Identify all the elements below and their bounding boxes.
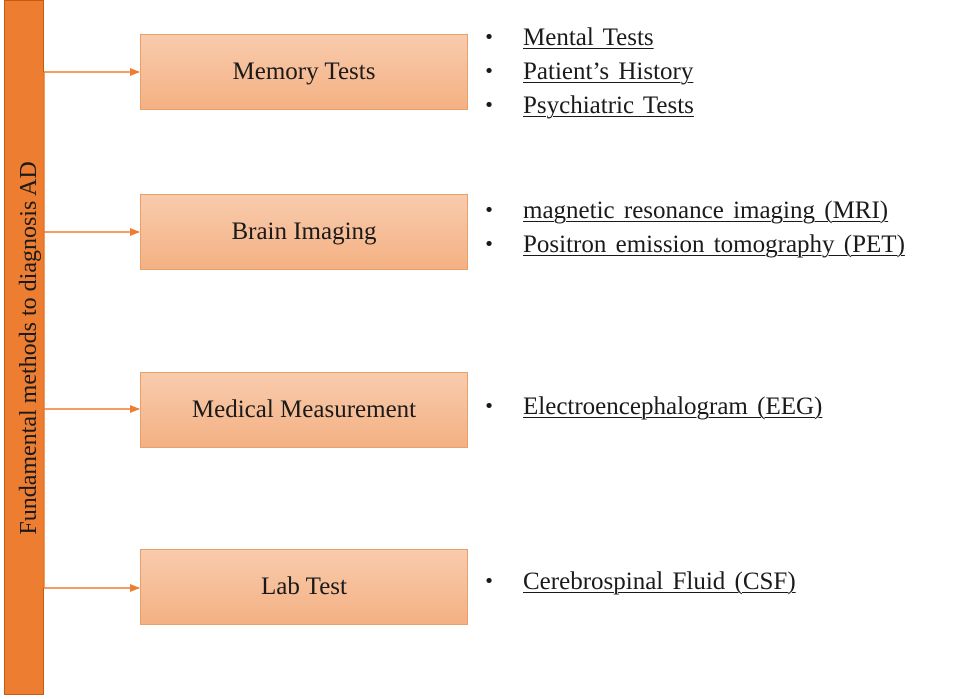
bullet-icon: • bbox=[483, 396, 495, 417]
list-item-text: magnetic resonance imaging (MRI) bbox=[523, 197, 889, 224]
category-brain-imaging bbox=[140, 194, 468, 270]
category-lab-test bbox=[140, 549, 468, 625]
list-item-text: Cerebrospinal Fluid (CSF) bbox=[523, 568, 796, 595]
bullet-icon: • bbox=[483, 27, 495, 48]
category-label: Memory Tests bbox=[232, 58, 376, 85]
category-label: Medical Measurement bbox=[191, 396, 417, 423]
bullet-icon: • bbox=[483, 61, 495, 82]
category-memory-tests bbox=[140, 34, 468, 110]
root-label: Fundamental methods to diagnosis AD bbox=[15, 161, 42, 535]
category-label: Brain Imaging bbox=[231, 218, 377, 245]
list-item-text: Positron emission tomography (PET) bbox=[523, 231, 905, 258]
bullet-icon: • bbox=[483, 95, 495, 116]
list-item-text: Patient’s History bbox=[523, 58, 694, 85]
bullet-icon: • bbox=[483, 234, 495, 255]
list-item-text: Mental Tests bbox=[523, 24, 654, 51]
category-medical-measurement bbox=[140, 372, 468, 448]
category-label: Lab Test bbox=[261, 573, 347, 600]
bullet-icon: • bbox=[483, 571, 495, 592]
bullet-icon: • bbox=[483, 200, 495, 221]
list-item-text: Electroencephalogram (EEG) bbox=[523, 393, 823, 420]
list-item-text: Psychiatric Tests bbox=[523, 92, 694, 119]
